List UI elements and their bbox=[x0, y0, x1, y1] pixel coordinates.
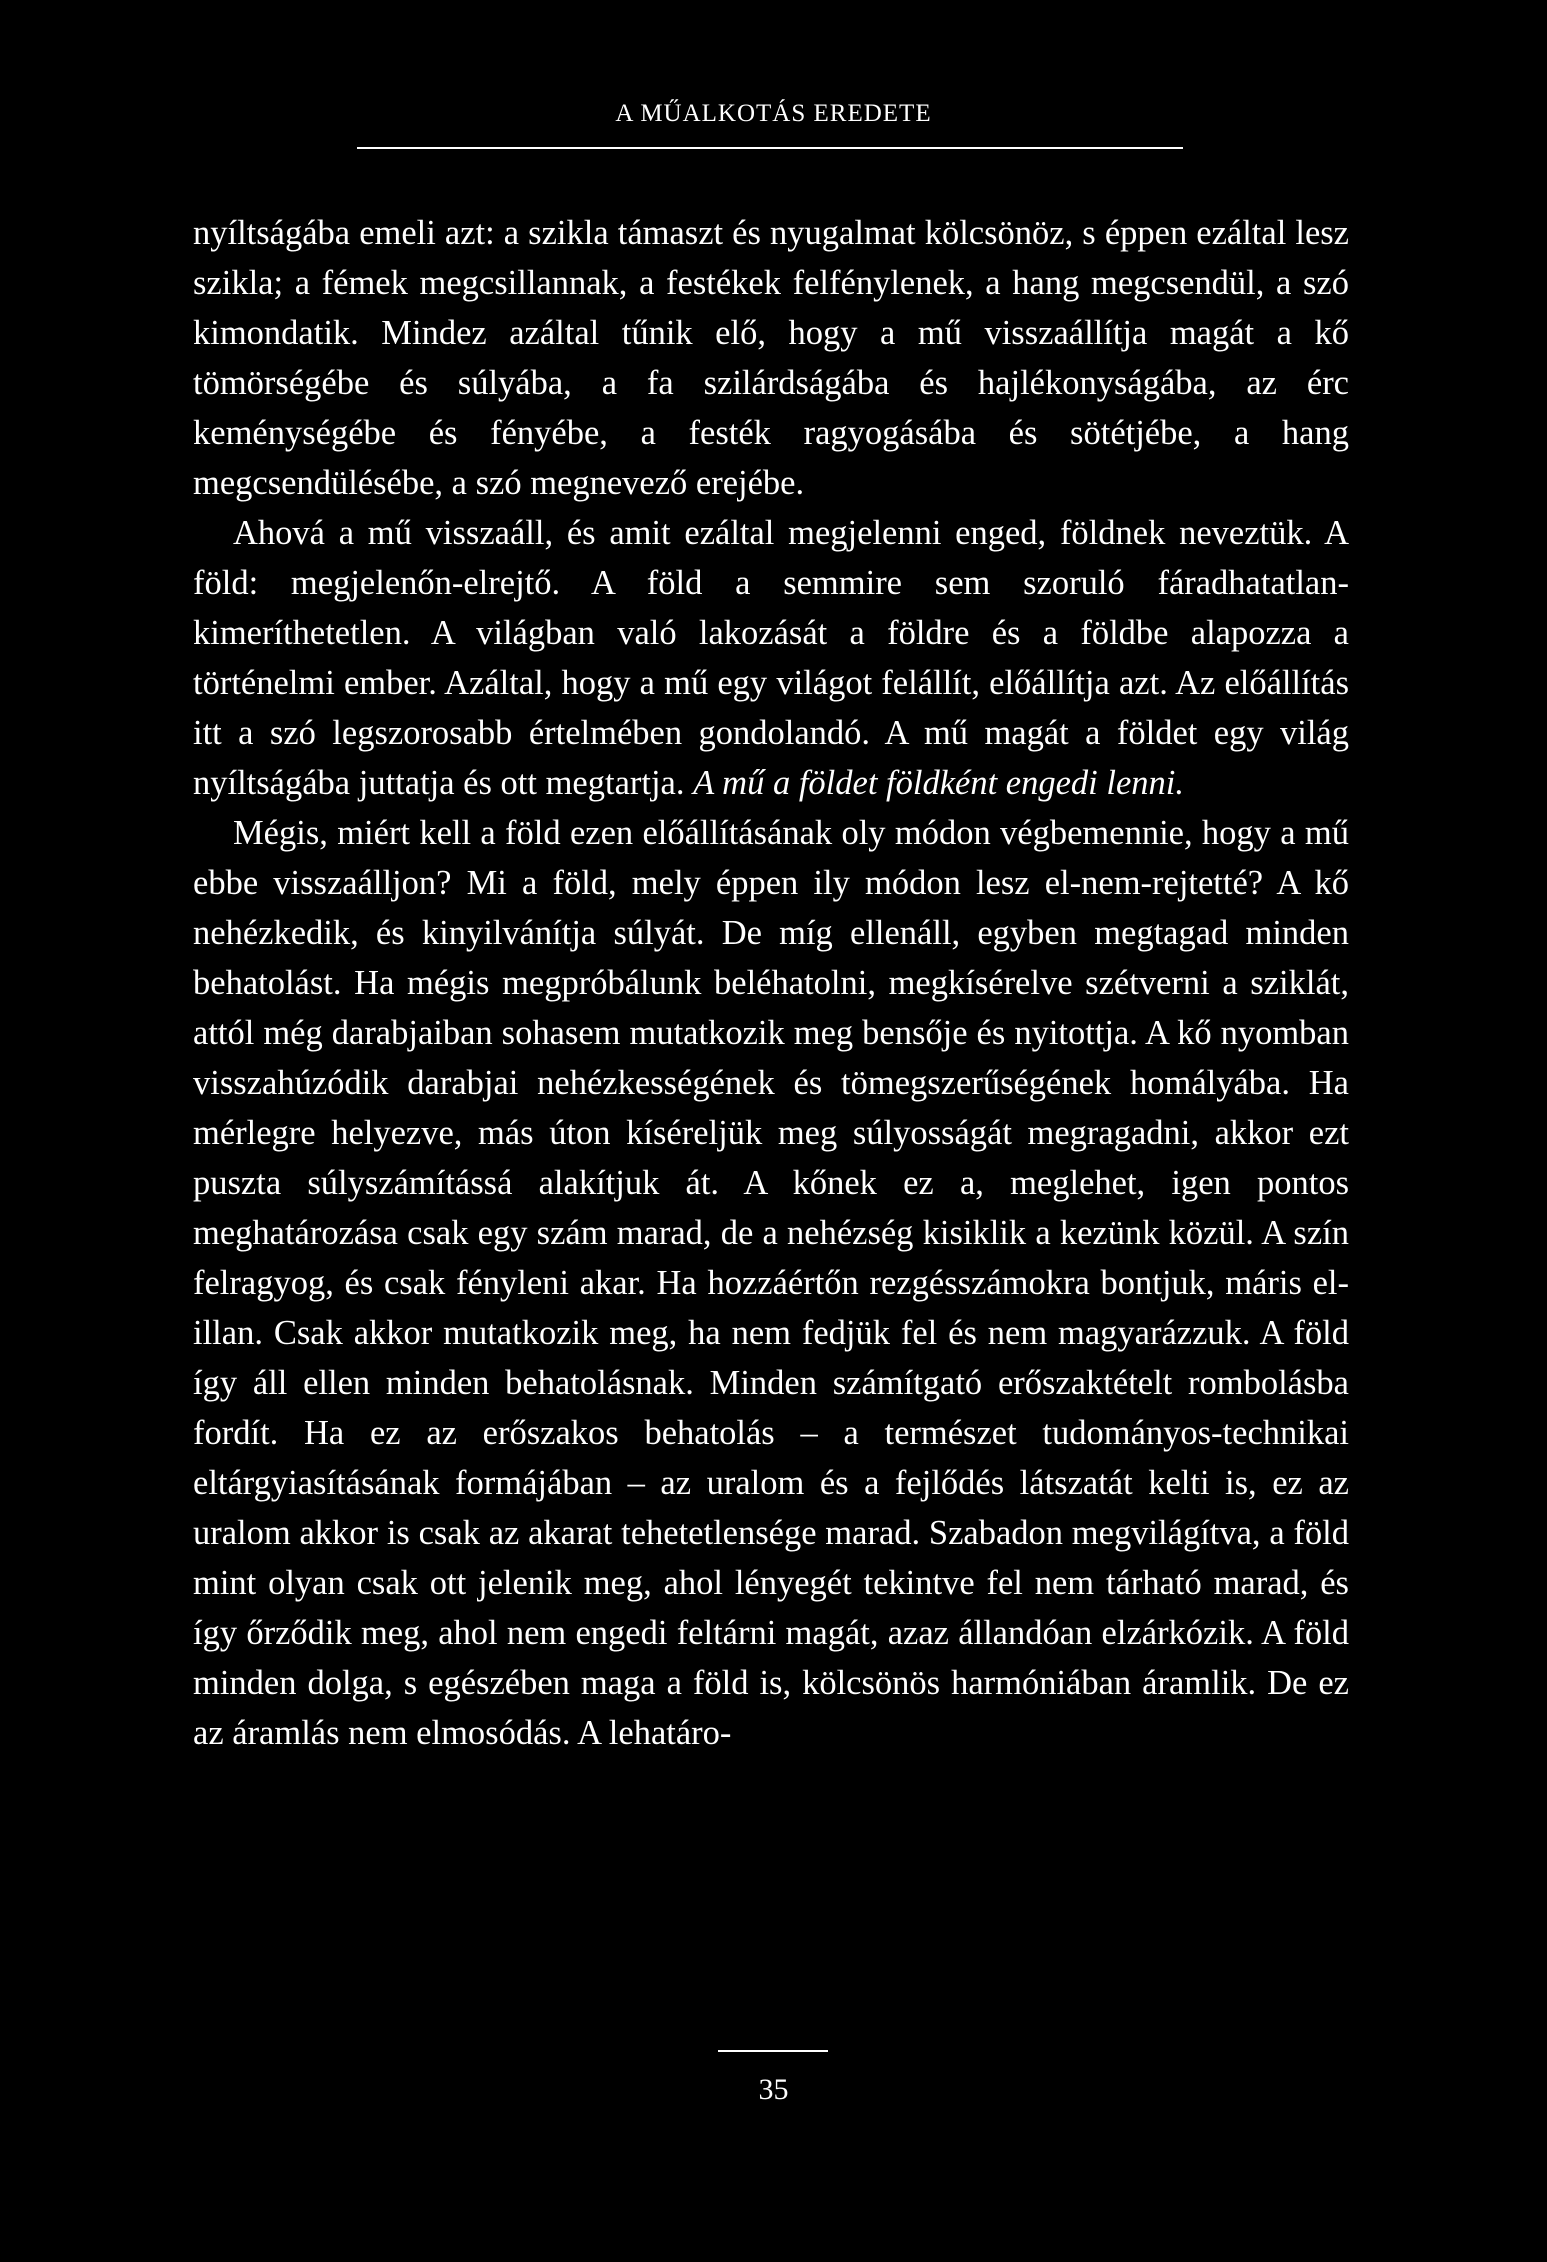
page-number: 35 bbox=[758, 2073, 789, 2106]
paragraph-2-text: Ahová a mű visszaáll, és amit ezáltal megjelenni enged, földnek neveztük. A föld: megjelenőn-elrejtő. A föld a semmire sem szoruló fáradhatatlan-kimeríthetetlen. A világban való lakozását a földre és a földbe alapozza a történelmi ember. Azáltal, hogy a mű egy világot felállít, előállítja azt. Az előállítás itt a szó legszorosabb értelmében gondolandó. A mű magát a földet egy világ nyíltságába juttatja és ott megtartja. bbox=[193, 514, 1349, 802]
paragraph-3: Mégis, miért kell a föld ezen előállításának oly módon végbemennie, hogy a mű ebbe visszaálljon? Mi a föld, mely éppen ily módon lesz el-nem-rejtetté? A kő nehézkedik, és kinyilvánítja súlyát. De míg ellenáll, egyben megtagad minden behatolást. Ha mégis megpróbálunk beléhatolni, megkísérelve szétverni a sziklát, attól még darabjaiban sohasem mutatkozik meg bensője és nyitottja. A kő nyomban visszahúzódik darabjai nehézkességének és tömegszerűségének homályába. Ha mérlegre helyezve, más úton kíséreljük meg súlyosságát megragadni, akkor ezt puszta súlyszámítássá alakítjuk át. A kőnek ez a, meglehet, igen pontos meghatározása csak egy szám marad, de a nehézség kisiklik a kezünk közül. A szín felragyog, és csak fényleni akar. Ha hozzáértőn rezgésszámokra bontjuk, máris elillan. Csak akkor mutatkozik meg, ha nem fedjük fel és nem magyarázzuk. A föld így áll ellen minden behatolásnak. Minden számítgató erőszaktételt rombolásba fordít. Ha ez az erőszakos behatolás – a természet tudományos-technikai eltárgyiasításának formájában – az uralom és a fejlődés látszatát kelti is, ez az uralom akkor is csak az akarat tehetetlensége marad. Szabadon megvilágítva, a föld mint olyan csak ott jelenik meg, ahol lényegét tekintve fel nem tárható marad, és így őrződik meg, ahol nem engedi feltárni magát, azaz állandóan elzárkózik. A föld minden dolga, s egészében maga a föld is, kölcsönös harmóniában áramlik. De ez az áramlás nem elmosódás. A lehatáro- bbox=[193, 814, 1349, 1752]
paragraph-1: nyíltságába emeli azt: a szikla támaszt és nyugalmat kölcsönöz, s éppen ezáltal lesz szikla; a fémek megcsillannak, a festékek felfénylenek, a hang megcsendül, a szó kimondatik. Mindez azáltal tűnik elő, hogy a mű visszaállítja magát a kő tömörségébe és súlyába, a fa szilárdságába és hajlékonyságába, az érc keménységébe és fényébe, a festék ragyogásába és sötétjébe, a hang megcsendülésébe, a szó megnevező erejébe. bbox=[193, 214, 1349, 502]
footer-rule bbox=[718, 2050, 828, 2052]
running-head: A MŰALKOTÁS EREDETE bbox=[615, 100, 932, 127]
emphasis-sentence: A mű a földet földként engedi lenni. bbox=[693, 764, 1184, 802]
body-text bbox=[193, 208, 1349, 1758]
paragraph-2 bbox=[193, 508, 1349, 808]
header-rule bbox=[357, 147, 1183, 149]
